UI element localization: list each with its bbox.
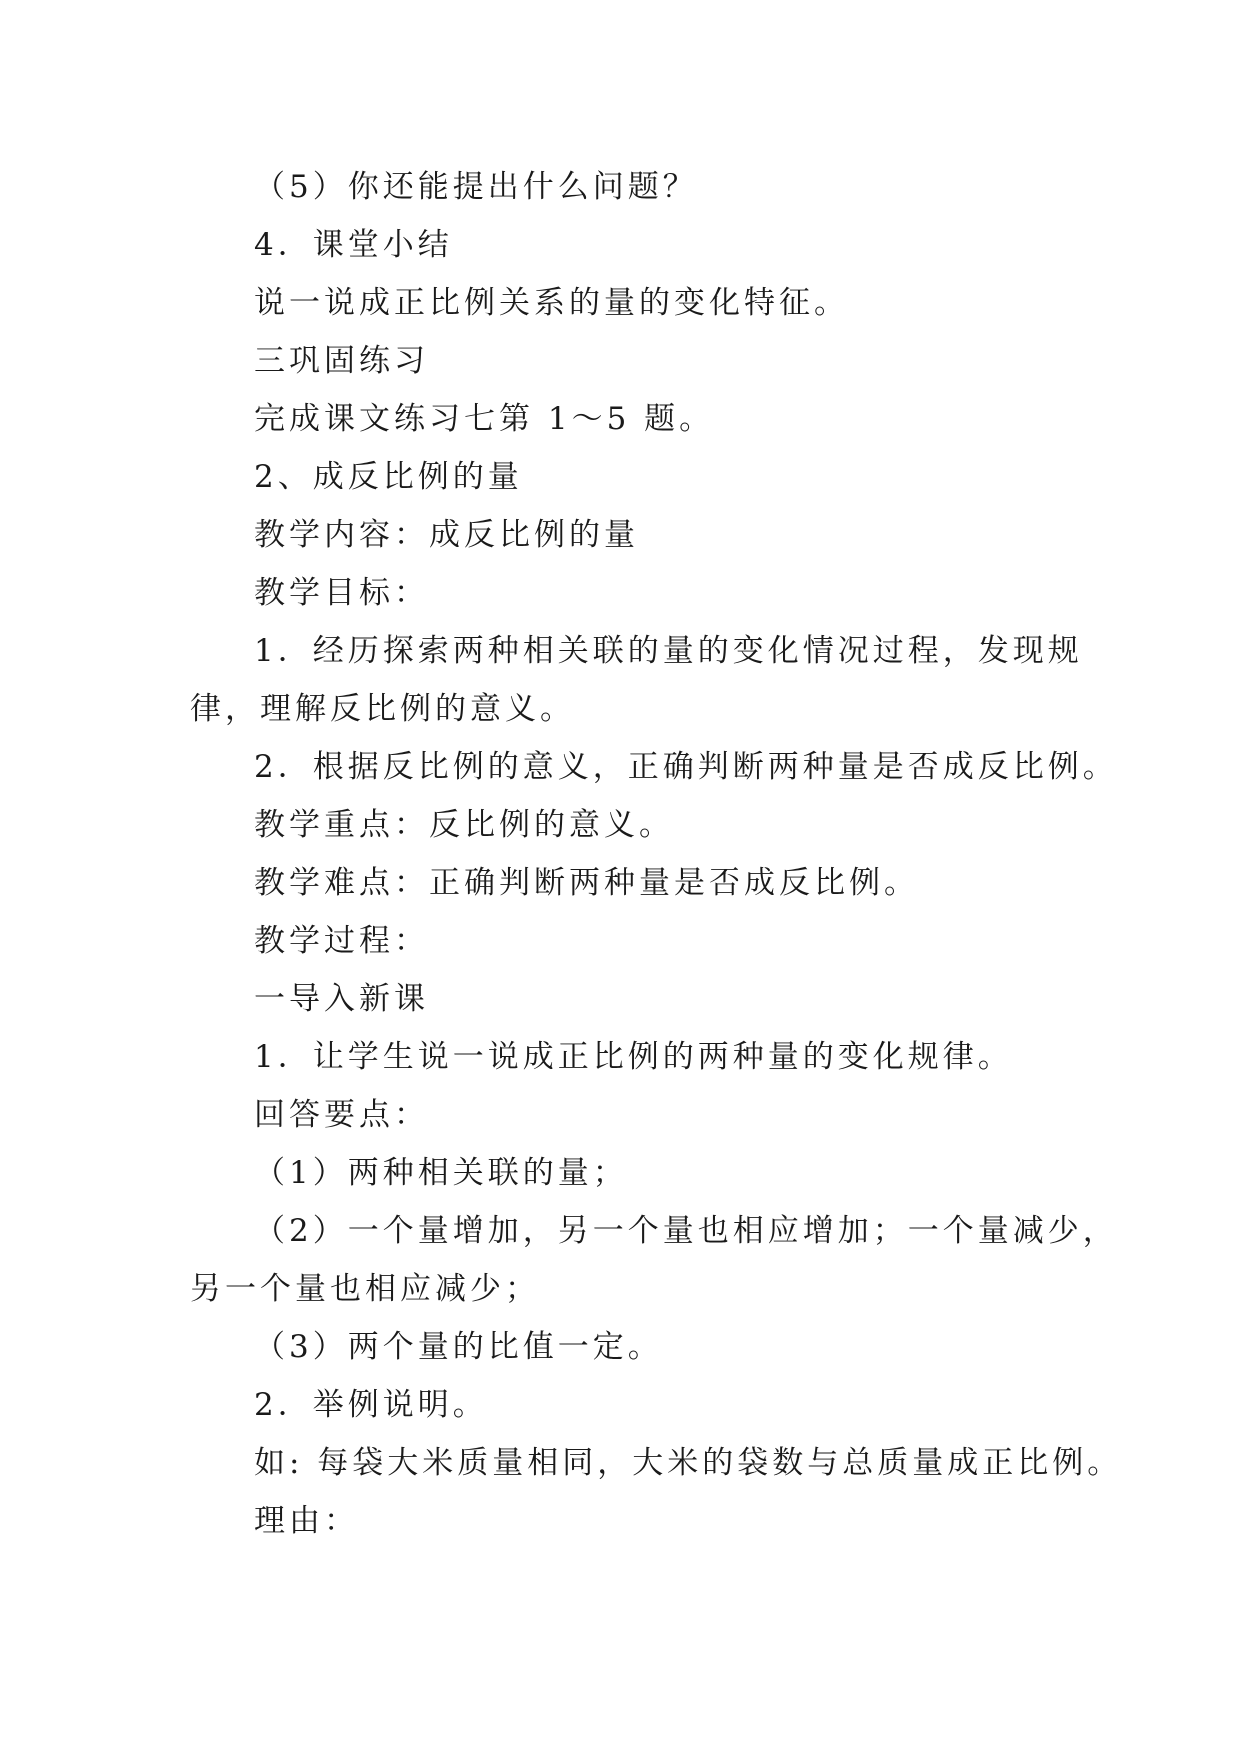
text-line: 教学过程： <box>254 923 429 959</box>
text-line: 教学重点：反比例的意义。 <box>254 807 674 843</box>
text-line: 如: 每袋大米质量相同，大米的袋数与总质量成正比例。 <box>254 1445 1123 1481</box>
text-line: 说一说成正比例关系的量的变化特征。 <box>254 285 849 321</box>
text-line: 2、成反比例的量 <box>254 459 523 495</box>
text-line: （2）一个量增加，另一个量也相应增加；一个量减少， <box>254 1213 1118 1249</box>
text-line: 完成课文练习七第 1～5 题。 <box>254 401 715 437</box>
text-line: 另一个量也相应减少； <box>190 1271 540 1307</box>
text-line: 理由： <box>254 1503 359 1539</box>
text-line: 教学内容：成反比例的量 <box>254 517 639 553</box>
text-line: 回答要点： <box>254 1097 429 1133</box>
text-line: （3）两个量的比值一定。 <box>254 1329 663 1365</box>
text-line: 4．课堂小结 <box>254 227 453 263</box>
text-line: 一导入新课 <box>254 981 429 1017</box>
text-line: 教学难点：正确判断两种量是否成反比例。 <box>254 865 919 901</box>
text-line: 1．经历探索两种相关联的量的变化情况过程，发现规 <box>254 633 1083 669</box>
text-line: 律，理解反比例的意义。 <box>190 691 575 727</box>
text-line: 教学目标： <box>254 575 429 611</box>
text-line: 2．根据反比例的意义，正确判断两种量是否成反比例。 <box>254 749 1118 785</box>
text-line: （5）你还能提出什么问题？ <box>254 169 698 205</box>
text-line: 三巩固练习 <box>254 343 429 379</box>
text-line: （1）两种相关联的量； <box>254 1155 628 1191</box>
text-line: 1．让学生说一说成正比例的两种量的变化规律。 <box>254 1039 1013 1075</box>
text-line: 2．举例说明。 <box>254 1387 488 1423</box>
